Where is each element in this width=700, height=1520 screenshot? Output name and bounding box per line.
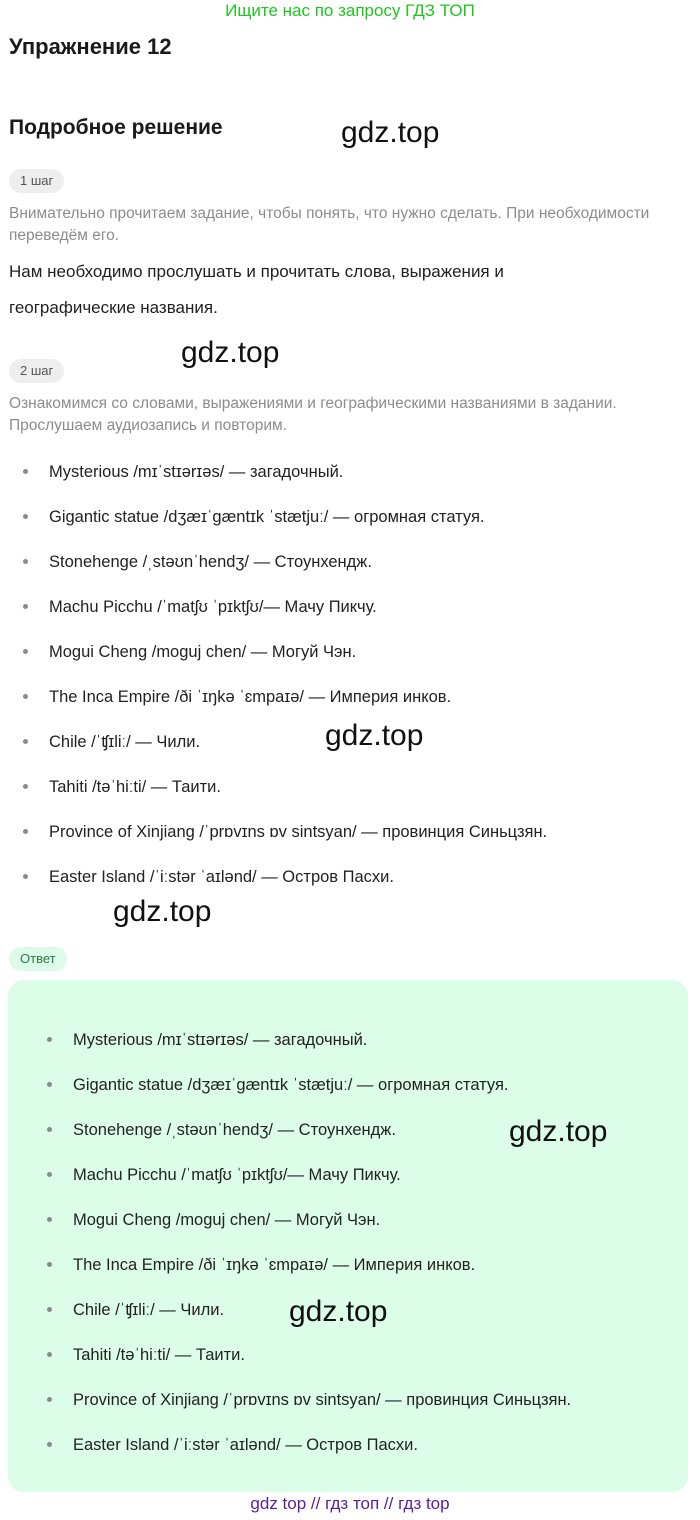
bullet-icon [47,1082,52,1087]
list-item [73,1029,571,1074]
bullet-icon [47,1127,52,1132]
list-item [73,1254,571,1299]
bullet-icon [47,1307,52,1312]
term-text: Mysterious /mɪˈstɪərɪəs/ — загадочный. [73,1031,368,1049]
term-text: Gigantic statue /dʒæɪˈgæntɪk ˈstætjuː/ — огромная статуя. [73,1076,509,1094]
term-text: Province of Xinjiang /ˈprɒvɪns ɒv sintsyan/ — провинция Синьцзян. [73,1391,572,1409]
term-text: The Inca Empire /ði ˈɪŋkə ˈɛmpaɪə/ — Империя инков. [49,688,452,706]
list-item [73,1209,571,1254]
answer-terms-list [73,1029,571,1479]
list-item [49,641,547,686]
watermark: gdz.top [181,336,280,369]
term-text: The Inca Empire /ði ˈɪŋkə ˈɛmpaɪə/ — Империя инков. [73,1256,476,1274]
list-item [73,1119,571,1164]
term-text: Gigantic statue /dʒæɪˈgæntɪk ˈstætjuː/ — огромная статуя. [49,508,485,526]
bullet-icon [23,649,28,654]
bullet-icon [23,559,28,564]
term-text: Machu Picchu /ˈmatʃʊ ˈpɪktʃʊ/— Мачу Пикчу. [73,1166,401,1184]
list-item [49,461,547,506]
list-item [73,1389,571,1434]
watermark: gdz.top [289,1295,388,1328]
list-item [49,506,547,551]
list-item [49,686,547,731]
bullet-icon [23,784,28,789]
step-1-instruction: Внимательно прочитаем задание, чтобы понять, что нужно сделать. При необходимости переведём его. [9,205,650,244]
bullet-icon [47,1037,52,1042]
term-text: Stonehenge /ˌstəʊnˈhendʒ/ — Стоунхендж. [73,1121,396,1139]
bullet-icon [47,1172,52,1177]
term-text: Province of Xinjiang /ˈprɒvɪns ɒv sintsyan/ — провинция Синьцзян. [49,823,548,841]
term-text: Tahiti /təˈhiːti/ — Таити. [49,778,221,796]
watermark: gdz.top [509,1115,608,1148]
list-item [49,821,547,866]
term-text: Tahiti /təˈhiːti/ — Таити. [73,1346,245,1364]
bullet-icon [47,1442,52,1447]
term-text: Stonehenge /ˌstəʊnˈhendʒ/ — Стоунхендж. [49,553,372,571]
list-item [73,1344,571,1389]
terms-list [49,461,547,911]
watermark: gdz.top [325,719,424,752]
term-text: Easter Island /ˈiːstər ˈaɪlənd/ — Остров Пасхи. [49,868,394,886]
bullet-icon [23,604,28,609]
bullet-icon [23,469,28,474]
term-text: Easter Island /ˈiːstər ˈaɪlənd/ — Остров Пасхи. [73,1436,418,1454]
bullet-icon [23,829,28,834]
bullet-icon [23,739,28,744]
term-text: Mogui Cheng /moguj chen/ — Могуй Чэн. [49,643,357,661]
bullet-icon [23,514,28,519]
list-item [49,731,547,776]
watermark: gdz.top [341,116,440,149]
term-text: Mysterious /mɪˈstɪərɪəs/ — загадочный. [49,463,344,481]
answer-badge: Ответ [9,947,67,971]
top-banner-link[interactable]: Ищите нас по запросу ГДЗ ТОП [225,1,475,20]
watermark: gdz.top [113,895,212,928]
list-item [73,1434,571,1479]
list-item [49,551,547,596]
footer-links[interactable]: gdz top // гдз топ // гдз top [250,1494,450,1513]
bullet-icon [47,1397,52,1402]
list-item [49,776,547,821]
list-item [49,596,547,641]
bullet-icon [47,1352,52,1357]
term-text: Chile /ˈʧɪliː/ — Чили. [49,733,201,751]
list-item [73,1074,571,1119]
bullet-icon [23,694,28,699]
bullet-icon [47,1217,52,1222]
exercise-title: Упражнение 12 [9,34,172,59]
step-1-text: Нам необходимо прослушать и прочитать слова, выражения и географические названия. [9,262,504,317]
bullet-icon [47,1262,52,1267]
bullet-icon [23,874,28,879]
term-text: Chile /ˈʧɪliː/ — Чили. [73,1301,225,1319]
step-2-instruction: Ознакомимся со словами, выражениями и географическими названиями в задании. Прослушаем аудиозапись и повторим. [9,395,617,434]
term-text: Mogui Cheng /moguj chen/ — Могуй Чэн. [73,1211,381,1229]
step-2-badge: 2 шаг [9,359,64,383]
solution-title: Подробное решение [9,116,223,139]
list-item [73,1164,571,1209]
step-1-badge: 1 шаг [9,169,64,193]
term-text: Machu Picchu /ˈmatʃʊ ˈpɪktʃʊ/— Мачу Пикчу. [49,598,377,616]
